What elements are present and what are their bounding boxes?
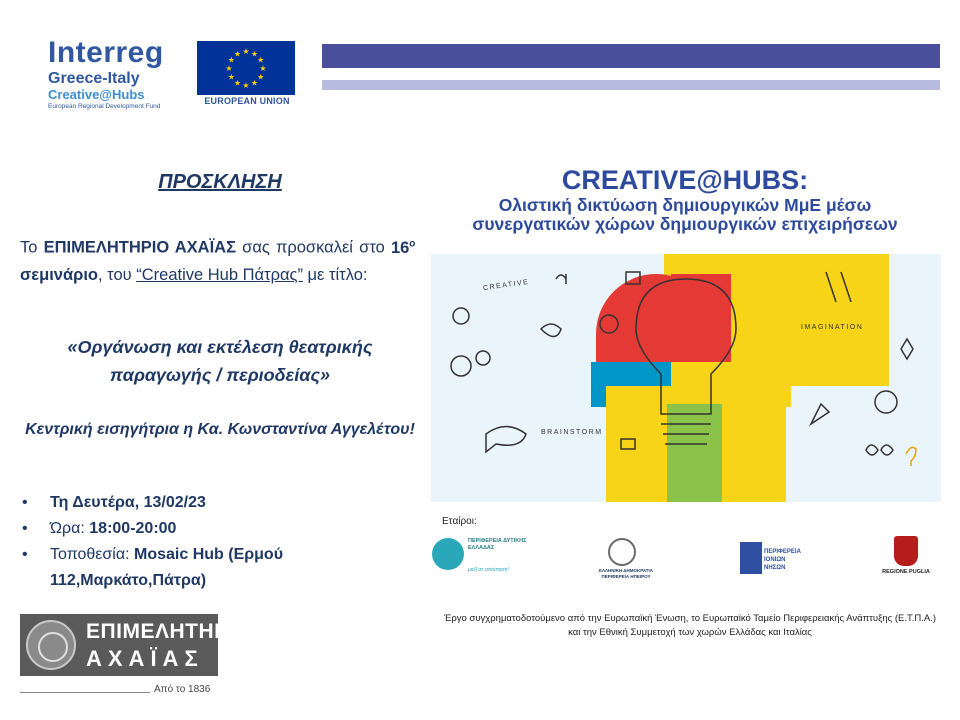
eu-star-icon: ★ [225, 64, 233, 73]
palette-icon [600, 315, 618, 333]
eu-star-icon: ★ [233, 49, 242, 59]
chamber-logo-line1: ΕΠΙΜΕΛΗΤΗΡΙΟ [86, 620, 252, 643]
hub-subtitle [430, 196, 940, 234]
interreg-title: Interreg [48, 36, 164, 69]
greek-emblem-icon [608, 538, 636, 566]
eu-flag-icon [197, 41, 295, 95]
creative-hubs-illustration [431, 254, 941, 502]
partner-name: ΠΕΡΙΦΕΡΕΙΑ ΙΟΝΙΩΝ ΝΗΣΩΝ [764, 549, 801, 571]
lightbulb-base-icon [661, 424, 711, 444]
globe-icon [875, 391, 897, 413]
intro-text-3: , του [98, 265, 137, 284]
seminar-word: σεμινάριο [20, 265, 98, 284]
word-creative: CREATIVE [482, 278, 530, 293]
eu-stars [197, 41, 295, 95]
interreg-project: Creative@Hubs [48, 87, 145, 102]
event-time: • Ώρα: 18:00-20:00 [22, 516, 422, 542]
western-greece-logo-icon [432, 538, 464, 570]
event-date: • Τη Δευτέρα, 13/02/23 [22, 490, 422, 516]
rocket-icon [811, 404, 829, 424]
eu-star-icon: ★ [233, 78, 242, 88]
partner-ionian [740, 536, 810, 582]
sparkle-icon [901, 339, 913, 359]
intro-text-2: σας προσκαλεί στο [236, 238, 391, 257]
chamber-name: ΕΠΙΜΕΛΗΤΗΡΙΟ ΑΧΑΪΑΣ [43, 238, 236, 257]
question-mark-icon [906, 447, 916, 466]
seminar-number: $16^o$ [390, 238, 416, 257]
chamber-divider [20, 692, 150, 693]
event-location: • Τοποθεσία: Mosaic Hub (Ερμού 112,Μαρκάτο,Πάτρα) [22, 542, 422, 594]
theatre-masks-icon [866, 445, 893, 455]
speech-bubble-icon [486, 427, 526, 453]
film-reel-icon [451, 356, 471, 376]
eu-star-icon: ★ [250, 78, 259, 88]
lightbulb-outline-icon [636, 279, 736, 414]
ionian-islands-logo-icon [740, 542, 762, 574]
word-imagination: IMAGINATION [801, 324, 864, 331]
seminar-title: «Οργάνωση και εκτέλεση θεατρικής παραγωγής / περιοδείας» [67, 337, 373, 385]
header-bar-dark [322, 44, 940, 68]
gear-icon [453, 308, 469, 324]
invitation-title: ΠΡΟΣΚΛΗΣΗ [158, 171, 282, 193]
pencil-icon [826, 272, 851, 302]
event-details [22, 490, 422, 594]
eu-star-icon: ★ [227, 72, 235, 82]
eu-star-icon: ★ [227, 55, 235, 65]
eu-star-icon: ★ [259, 64, 267, 73]
partner-western-greece [432, 536, 532, 582]
partner-tagline: μαζί σε απόσταση! [468, 567, 509, 573]
speaker-line: Κεντρική εισηγήτρια η Κα. Κωνσταντίνα Αγγελέτου! [25, 421, 415, 438]
word-brainstorm: BRAINSTORM [541, 429, 603, 436]
puglia-crest-icon [894, 536, 918, 566]
eu-star-icon: ★ [257, 55, 265, 65]
partner-name: ΠΕΡΙΦΕΡΕΙΑ ΔΥΤΙΚΗΣ ΕΛΛΑΔΑΣ [468, 538, 527, 551]
chamber-since: Από το 1836 [154, 684, 211, 695]
hub-subtitle-line2: συνεργατικών χώρων δημιουργικών επιχειρήσεων [472, 214, 898, 234]
chamber-logo [20, 614, 252, 676]
partner-puglia [876, 536, 936, 582]
hub-subtitle-line1: Ολιστική δικτύωση δημιουργικών ΜμΕ μέσω [498, 195, 872, 215]
eu-star-icon: ★ [242, 47, 250, 56]
eu-star-icon: ★ [250, 49, 259, 59]
hub-title: CREATIVE@HUBS: [561, 165, 809, 195]
film-reel-small-icon [476, 351, 490, 365]
partner-epirus [588, 536, 664, 582]
illustration-icons [431, 254, 941, 502]
interreg-logo [48, 38, 188, 110]
partner-name: REGIONE PUGLIA [882, 569, 930, 575]
picture-icon [621, 439, 635, 449]
invitation-paragraph [20, 230, 420, 289]
partners-label: Εταίροι: [442, 516, 477, 527]
music-note-icon [556, 274, 566, 284]
partner-name: ΕΛΛΗΝΙΚΗ ΔΗΜΟΚΡΑΤΙΑ ΠΕΡΙΦΕΡΕΙΑ ΗΠΕΙΡΟΥ [598, 568, 654, 579]
hub-name-link: “Creative Hub Πάτρας” [136, 265, 303, 284]
interreg-fund: European Regional Development Fund [48, 103, 161, 110]
funding-note: Έργο συγχρηματοδοτούμενο από την Ευρωπαϊκή Ένωση, το Ευρωπαϊκό Ταμείο Περιφερειακής Ανάπτυξης (Ε.Τ.Π.Α.) και την Εθνική Συμμετοχή των χωρών Ελλάδας και Ιταλίας [443, 613, 937, 638]
eu-star-icon: ★ [257, 72, 265, 82]
eu-star-icon: ★ [242, 81, 250, 90]
intro-text-4: με τίτλο: [302, 265, 368, 284]
mask-icon [541, 324, 561, 337]
chamber-emblem-icon [26, 620, 76, 670]
eu-label: EUROPEAN UNION [204, 96, 290, 106]
book-icon [626, 272, 640, 284]
intro-text-1: Το [20, 238, 44, 257]
header-bar-light [322, 80, 940, 90]
chamber-logo-line2: ΑΧΑΪΑΣ [86, 646, 204, 671]
interreg-program: Greece-Italy [48, 70, 140, 87]
